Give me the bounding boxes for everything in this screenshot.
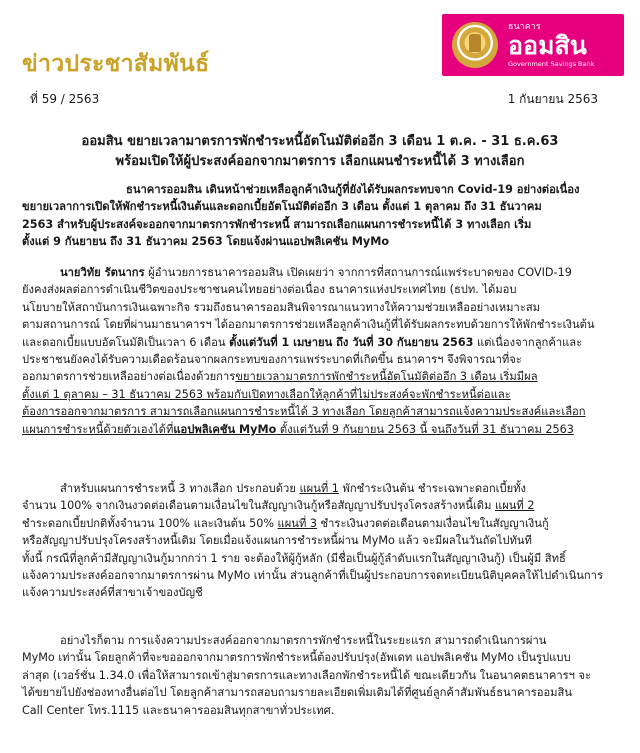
body-text: ล่าสุด (เวอร์ชั่น 1.34.0 เพื่อให้สามารถเข้าสู่มาตรการและทางเลือกพักชำระหนี้ได้ ขณะเดียวกัน ในอนาคตธนาคารฯ จะ: [22, 668, 592, 682]
extension-emphasis: ต้องการออกจากมาตรการ สามารถเลือกแผนการชำระหนี้ได้ 3 ทางเลือก โดยลูกค้าสามารถแจ้งความประสงค์และเลือก: [22, 405, 586, 419]
body-paragraph-2: [22, 480, 603, 602]
period-emphasis: ตั้งแต่วันที่ 1 เมษายน ถึง วันที่ 30 กันยายน 2563: [229, 335, 474, 349]
extension-emphasis: ตั้งแต่ 1 ตุลาคม – 31 ธันวาคม 2563 พร้อมกับเปิดทางเลือกให้ลูกค้าที่ไม่ประสงค์จะพักชำระหนี้ต่อและ: [22, 387, 511, 401]
lead-line: 2563 สำหรับผู้ประสงค์จะออกจากมาตรการพักชำระหนี้ สามารถเลือกแผนการชำระหนี้ได้ 3 ทางเลือก เริ่ม: [22, 217, 532, 231]
body-text: และดอกเบี้ยแบบอัตโนมัติเป็นเวลา 6 เดือน: [22, 335, 230, 349]
gsb-logo: [442, 14, 624, 76]
logo-main-text: ออมสิน: [508, 30, 587, 60]
lead-line: ขยายเวลาการเปิดให้พักชำระหนี้เงินต้นและดอกเบี้ยอัตโนมัติต่ออีก 3 เดือน ตั้งแต่ 1 ตุลาคม ถึง 31 ธันวาคม: [22, 200, 542, 214]
plan-2-label: แผนที่ 2: [495, 499, 535, 513]
lead-paragraph: [22, 181, 579, 251]
body-text: ชำระดอกเบี้ยปกติทั้งจำนวน 100% และเงินต้น 50%: [22, 516, 278, 530]
body-text: แต่เนื่องจากลูกค้าและ: [473, 335, 583, 349]
body-text: ชำระเงินงวดต่อเดือนตามเงื่อนไขในสัญญาเงินกู้: [317, 516, 549, 530]
lead-line: ธนาคารออมสิน เดินหน้าช่วยเหลือลูกค้าเงินกู้ที่ยังได้รับผลกระทบจาก Covid-19 อย่างต่อเนื่อง: [126, 183, 580, 196]
body-text: MyMo เท่านั้น โดยลูกค้าที่จะขอออกจากมาตรการพักชำระหนี้ต้องปรับปรุง(อัพเดท แอปพลิเคชัน MyMo เป็นรูปแบบ: [22, 651, 571, 665]
plan-3-label: แผนที่ 3: [277, 516, 317, 530]
body-text: Call Center โทร.1115 และธนาคารออมสินทุกสาขาทั่วประเทศ.: [22, 703, 335, 717]
lead-line: ตั้งแต่ 9 กันยายน ถึง 31 ธันวาคม 2563 โดยแจ้งผ่านแอปพลิเคชัน MyMo: [22, 235, 390, 249]
plan-1-label: แผนที่ 1: [299, 482, 339, 495]
body-text: อย่างไรก็ตาม การแจ้งความประสงค์ออกจากมาตรการพักชำระหนี้ในระยะแรก สามารถดำเนินการผ่าน: [60, 634, 547, 647]
logo-small-text: ธนาคาร: [508, 21, 541, 32]
body-text: ตามสถานการณ์ โดยที่ผ่านมาธนาคารฯ ได้ออกมาตรการช่วยเหลือลูกค้าเงินกู้ที่ได้รับผลกระทบด้วยการให้พักชำระเงินต้น: [22, 318, 595, 332]
emblem-icon: [452, 22, 498, 68]
body-text: แผนการชำระหนี้ด้วยตัวเองได้ที่: [22, 422, 174, 436]
body-text: ทั้งนี้ กรณีที่ลูกค้ามีสัญญาเงินกู้มากกว่า 1 ราย จะต้องให้ผู้กู้หลัก (มีชื่อเป็นผู้กู้ลำดับแรกในสัญญาเงินกู้) เป็นผู้มี สิทธิ์: [22, 551, 566, 565]
body-text: แจ้งความประสงค์ที่สาขาเจ้าของบัญชี: [22, 586, 203, 600]
body-text: หรือสัญญาปรับปรุงโครงสร้างหนี้เดิม โดยเมื่อแจ้งแผนการชำระหนี้ผ่าน MyMo แล้ว จะมีผลในวันถัดไปทันที: [22, 534, 532, 548]
headline-line-2: พร้อมเปิดให้ผู้ประสงค์ออกจากมาตรการ เลือกแผนชำระหนี้ได้ 3 ทางเลือก: [115, 154, 525, 169]
director-name: นายวิทัย รัตนากร: [60, 266, 145, 279]
headline-line-1: ออมสิน ขยายเวลามาตรการพักชำระหนี้อัตโนมัติต่ออีก 3 เดือน 1 ต.ค. - 31 ธ.ค.63: [81, 134, 559, 149]
body-text: ได้ขยายไปยังช่องทางอื่นต่อไป โดยลูกค้าสามารถสอบถามรายละเอียดเพิ่มเติมได้ที่ศูนย์ลูกค้าสัมพันธ์ธนาคารออมสิน: [22, 686, 573, 700]
extension-emphasis: ขยายเวลามาตรการพักชำระหนี้อัตโนมัติต่ออีก 3 เดือน เริ่มมีผล: [235, 370, 538, 384]
logo-english-text: Government Savings Bank: [508, 59, 595, 68]
body-text: ประชาชนยังคงได้รับความเดือดร้อนจากผลกระทบของการแพร่ระบาดที่เกิดขึ้น ธนาคารฯ จึงพิจารณาที่จะ: [22, 353, 522, 367]
body-text: ผู้อำนวยการธนาคารออมสิน เปิดเผยว่า จากการที่สถานการณ์แพร่ระบาดของ COVID-19: [144, 266, 572, 279]
mymo-app-name: แอปพลิเคชัน MyMo: [173, 422, 277, 436]
body-text: นโยบายให้สถาบันการเงินเฉพาะกิจ รวมถึงธนาคารออมสินพิจารณาแนวทางให้ความช่วยเหลืออย่างเหมาะสม: [22, 300, 541, 314]
body-paragraph-1: [22, 264, 595, 438]
release-number: ที่ 59 / 2563: [30, 92, 100, 106]
body-text: พักชำระเงินต้น ชำระเฉพาะดอกเบี้ยทั้ง: [338, 482, 527, 495]
body-text: แจ้งความประสงค์ออกจากมาตรการผ่าน MyMo เท่านั้น ส่วนลูกค้าที่เป็นผู้ประกอบการจดทะเบียนนิติบุคคลให้ไปดำเนินการ: [22, 569, 603, 583]
press-release-heading: ข่าวประชาสัมพันธ์: [22, 51, 210, 77]
release-date: 1 กันยายน 2563: [507, 92, 598, 106]
body-text: จำนวน 100% จากเงินงวดต่อเดือนตามเงื่อนไขในสัญญาเงินกู้หรือสัญญาปรับปรุงโครงสร้างหนี้เดิม: [22, 499, 495, 513]
body-text: สำหรับแผนการชำระหนี้ 3 ทางเลือก ประกอบด้วย: [60, 482, 300, 495]
body-paragraph-3: [22, 632, 591, 719]
body-text: ออกมาตรการช่วยเหลืออย่างต่อเนื่องด้วยการ: [22, 370, 236, 384]
logo-text: [508, 23, 594, 68]
body-text: ยังคงส่งผลต่อการดำเนินชีวิตของประชาชนคนไทยอย่างต่อเนื่อง ธนาคารแห่งประเทศไทย (ธปท. ได้มอบ: [22, 283, 517, 297]
body-text: ตั้งแต่วันที่ 9 กันยายน 2563 นี้ จนถึงวันที่ 31 ธันวาคม 2563: [276, 422, 574, 436]
